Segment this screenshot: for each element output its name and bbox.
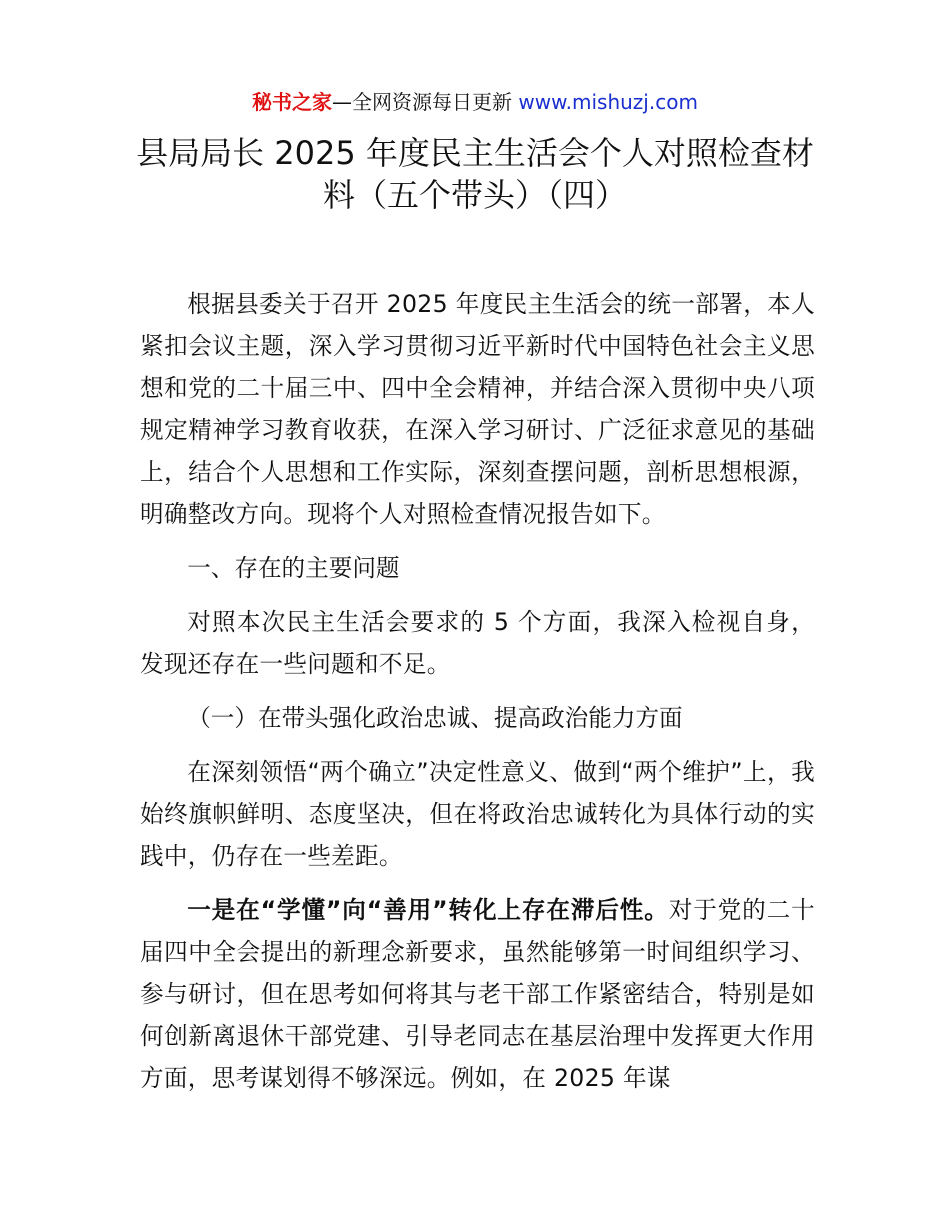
document-title: 县局局长 2025 年度民主生活会个人对照检查材料（五个带头）（四） (136, 134, 814, 214)
section-intro-paragraph: 对照本次民主生活会要求的 5 个方面，我深入检视自身，发现还存在一些问题和不足。 (140, 608, 815, 678)
point-paragraph-1 (140, 889, 815, 1099)
point-lead-1: 一是在“学懂”向“善用”转化上存在滞后性。 (187, 896, 669, 924)
banner-tagline: —全网资源每日更新 (332, 90, 519, 114)
intro-paragraph: 根据县委关于召开 2025 年度民主生活会的统一部署，本人紧扣会议主题，深入学习贯彻习近平新时代中国特色社会主义思想和党的二十届三中、四中全会精神，并结合深入贯彻中央八项规定精神学习教育收获，在深入学习研讨、广泛征求意见的基础上，结合个人思想和工作实际，深刻查摆问题，剖析思想根源，明确整改方向。现将个人对照检查情况报告如下。 (140, 290, 815, 528)
section-heading-problems: 一、存在的主要问题 (187, 554, 400, 582)
site-banner (0, 87, 950, 117)
site-url-link[interactable]: www.mishuzj.com (518, 90, 698, 114)
subsection-heading-1: （一）在带头强化政治忠诚、提高政治能力方面 (187, 704, 683, 732)
brand-name: 秘书之家 (252, 90, 333, 114)
subsection-paragraph-1: 在深刻领悟“两个确立”决定性意义、做到“两个维护”上，我始终旗帜鲜明、态度坚决，但在将政治忠诚转化为具体行动的实践中，仍存在一些差距。 (140, 758, 815, 870)
document-body (140, 283, 815, 1111)
point-text-1: 对于党的二十届四中全会提出的新理念新要求，虽然能够第一时间组织学习、参与研讨，但在思考如何将其与老干部工作紧密结合，特别是如何创新离退休干部党建、引导老同志在基层治理中发挥更大作用方面，思考谋划得不够深远。例如，在 2025 年谋 (140, 896, 815, 1092)
